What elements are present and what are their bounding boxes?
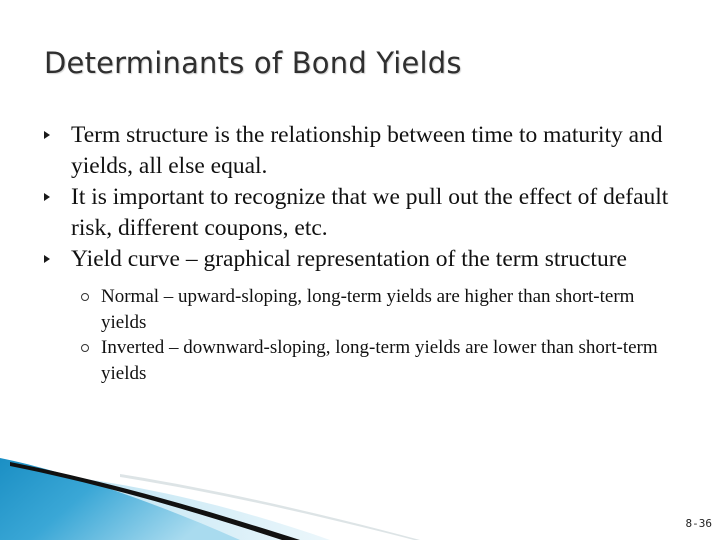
bullet-text: Yield curve – graphical representation of the term structure [71, 246, 627, 272]
sub-bullet-text: Normal – upward-sloping, long-term yields are higher than short-term yields [101, 286, 635, 333]
slide-title: Determinants of Bond Yields [44, 46, 462, 80]
sub-bullet-text: Inverted – downward-sloping, long-term yields are lower than short-term yields [101, 337, 658, 384]
bullet-text: Term structure is the relationship between time to maturity and yields, all else equal. [71, 122, 663, 179]
page-number: 8-36 [685, 517, 712, 530]
bullet-text: It is important to recognize that we pull out the effect of default risk, different coupons, etc. [71, 184, 669, 241]
